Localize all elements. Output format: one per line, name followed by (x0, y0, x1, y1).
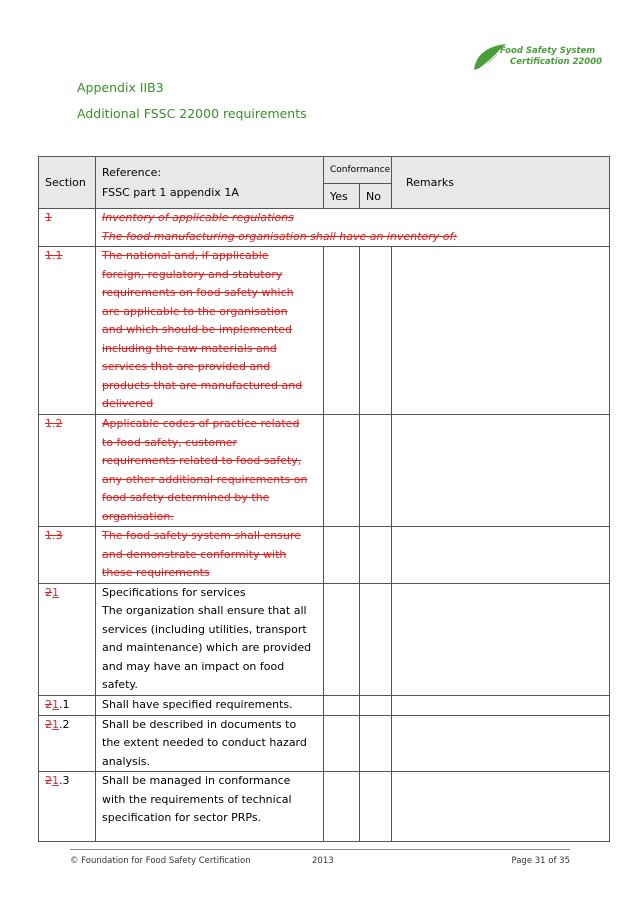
requirement-line: food safety determined by the (102, 491, 270, 504)
table-row (39, 695, 610, 715)
requirement-line: Shall be managed in conformance (102, 774, 291, 787)
requirement-line: services that are provided and (102, 360, 271, 373)
yes-cell[interactable] (324, 527, 360, 584)
remarks-cell[interactable] (392, 583, 610, 695)
remarks-cell[interactable] (392, 247, 610, 415)
header-no: No (360, 184, 392, 209)
requirement-line: Shall have specified requirements. (102, 697, 293, 711)
fssc-logo (470, 40, 603, 80)
yes-cell[interactable] (324, 583, 360, 695)
table-row (39, 415, 610, 527)
requirement-line: with the requirements of technical (102, 792, 292, 806)
requirement-cell (96, 209, 610, 247)
requirement-line: are applicable to the organisation (102, 304, 288, 318)
requirement-line: delivered (102, 397, 154, 410)
yes-cell[interactable] (324, 695, 360, 715)
section-number-new: 1 (52, 717, 59, 731)
logo-line-2: Certification 22000 (510, 57, 603, 67)
section-cell (39, 415, 96, 527)
section-cell (39, 247, 96, 415)
no-cell[interactable] (360, 583, 392, 695)
table-row (39, 209, 610, 247)
requirement-line: these requirements (102, 566, 210, 579)
footer-year: 2013 (312, 856, 334, 866)
requirement-line: The food safety system shall ensure (102, 529, 302, 542)
remarks-cell[interactable] (392, 715, 610, 772)
requirement-line: and which should be implemented (102, 323, 293, 336)
section-number-old: 2 (45, 697, 52, 711)
requirement-line: Inventory of applicable regulations (102, 211, 294, 224)
requirement-line: services (including utilities, transport (102, 622, 307, 636)
requirement-cell (96, 247, 324, 415)
requirement-line: The national and, if applicable (102, 249, 269, 262)
yes-cell[interactable] (324, 415, 360, 527)
section-cell (39, 715, 96, 772)
requirement-line: analysis. (102, 754, 151, 768)
footer-page-number: Page 31 of 35 (511, 856, 570, 866)
requirement-line: safety. (102, 678, 138, 691)
section-number-suffix: .1 (59, 697, 70, 711)
requirement-cell (96, 583, 324, 695)
table-row (39, 247, 610, 415)
appendix-title: Appendix IIB3 (77, 80, 164, 95)
yes-cell[interactable] (324, 715, 360, 772)
requirement-line: Specifications for services (102, 585, 246, 599)
section-number: 1.3 (45, 529, 63, 542)
requirement-line: foreign, regulatory and statutory (102, 267, 283, 281)
section-cell (39, 583, 96, 695)
table-row (39, 527, 610, 584)
appendix-subtitle: Additional FSSC 22000 requirements (77, 106, 307, 121)
yes-cell[interactable] (324, 772, 360, 842)
section-cell (39, 527, 96, 584)
section-number-new: 1 (52, 585, 59, 599)
section-number-new: 1 (52, 697, 59, 711)
requirement-line: and maintenance) which are provided (102, 641, 312, 654)
requirement-line: requirements on food safety which (102, 286, 294, 299)
remarks-cell[interactable] (392, 772, 610, 842)
requirement-line: products that are manufactured and (102, 378, 303, 392)
requirement-line: organisation. (102, 509, 174, 523)
requirement-line: and may have an impact on food (102, 659, 285, 673)
header-section: Section (39, 157, 96, 209)
header-remarks: Remarks (392, 157, 610, 209)
section-number: 1.1 (45, 249, 63, 262)
requirement-cell (96, 715, 324, 772)
header-reference (96, 157, 324, 209)
requirement-cell (96, 695, 324, 715)
table-row (39, 715, 610, 772)
requirement-line: the extent needed to conduct hazard (102, 736, 307, 749)
requirements-table (38, 156, 610, 842)
section-cell (39, 695, 96, 715)
requirement-cell (96, 772, 324, 842)
requirement-line: and demonstrate conformity with (102, 547, 287, 561)
section-number-suffix: .2 (59, 717, 70, 731)
table-row (39, 772, 610, 842)
footer-divider (70, 849, 570, 850)
section-number: 1 (45, 211, 52, 224)
table-row (39, 583, 610, 695)
requirement-line: to food safety, customer (102, 435, 238, 449)
requirement-line: Applicable codes of practice related (102, 417, 300, 430)
no-cell[interactable] (360, 715, 392, 772)
requirement-line: specification for sector PRPs. (102, 811, 262, 824)
requirement-line: any other additional requirements on (102, 472, 308, 486)
remarks-cell[interactable] (392, 527, 610, 584)
requirement-line: including the raw materials and (102, 341, 277, 355)
logo-line-1: Food Safety System (500, 46, 596, 56)
requirement-cell (96, 527, 324, 584)
no-cell[interactable] (360, 247, 392, 415)
section-number-old: 2 (45, 585, 52, 599)
no-cell[interactable] (360, 695, 392, 715)
no-cell[interactable] (360, 772, 392, 842)
requirement-line: requirements related to food safety, (102, 454, 302, 467)
header-conformance: Conformance (324, 157, 392, 184)
section-number-suffix: .3 (59, 774, 70, 787)
footer-copyright: © Foundation for Food Safety Certification (70, 856, 251, 866)
section-cell (39, 209, 96, 247)
yes-cell[interactable] (324, 247, 360, 415)
requirement-line: The food manufacturing organisation shall have an inventory of: (102, 229, 458, 243)
remarks-cell[interactable] (392, 695, 610, 715)
header-yes: Yes (324, 184, 360, 209)
section-number-old: 2 (45, 717, 52, 731)
section-number-new: 1 (52, 774, 59, 787)
header-reference-line2: FSSC part 1 appendix 1A (102, 185, 239, 199)
no-cell[interactable] (360, 527, 392, 584)
section-number-old: 2 (45, 774, 52, 787)
requirement-line: Shall be described in documents to (102, 717, 297, 731)
section-number: 1.2 (45, 417, 63, 430)
header-reference-line1: Reference: (102, 165, 162, 179)
requirement-cell (96, 415, 324, 527)
remarks-cell[interactable] (392, 415, 610, 527)
section-cell (39, 772, 96, 842)
requirement-line: The organization shall ensure that all (102, 604, 307, 617)
no-cell[interactable] (360, 415, 392, 527)
